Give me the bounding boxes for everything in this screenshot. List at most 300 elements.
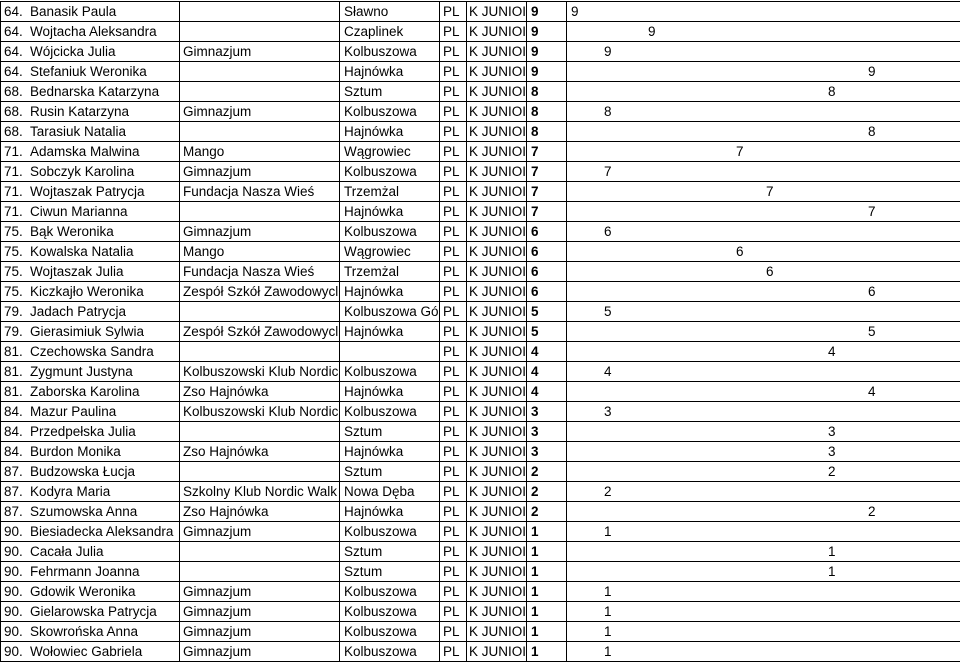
points-cell: 6 — [766, 264, 774, 279]
points-cell — [644, 202, 732, 221]
country-cell: PL — [440, 442, 467, 461]
points-cell — [567, 122, 600, 141]
points-cell — [762, 242, 824, 261]
category-cell: K JUNIOI — [469, 444, 527, 459]
category-cell: K JUNIOI — [469, 164, 527, 179]
points-cell — [762, 22, 824, 41]
country-cell: PL — [440, 562, 467, 581]
points-cell — [567, 182, 600, 201]
total-points-cell: 1 — [527, 602, 567, 621]
points-cell — [567, 202, 600, 221]
points-cell — [824, 142, 864, 161]
points-cell — [824, 102, 864, 121]
rank-cell: 71. — [4, 204, 23, 219]
name-cell: Mazur Paulina — [28, 402, 180, 421]
rank-cell: 90. — [4, 644, 23, 659]
city-cell: Kolbuszowa — [340, 602, 440, 621]
points-cell: 1 — [604, 524, 612, 539]
points-cell — [644, 562, 732, 581]
points-cell — [567, 602, 600, 621]
city-cell: Wągrowiec — [340, 242, 440, 261]
table-row — [1, 122, 960, 142]
points-cell — [644, 402, 732, 421]
points-cell — [567, 142, 600, 161]
points-cell — [567, 622, 600, 641]
total-points-cell: 5 — [527, 322, 567, 341]
rank-cell: 68. — [4, 84, 23, 99]
city-cell: Kolbuszowa — [340, 162, 440, 181]
points-cell: 8 — [604, 104, 612, 119]
points-cell — [762, 102, 824, 121]
country-cell: PL — [440, 502, 467, 521]
country-cell: PL — [440, 22, 467, 41]
total-points-cell: 3 — [527, 442, 567, 461]
points-cell — [644, 242, 732, 261]
table-row — [1, 442, 960, 462]
rank-cell: 75. — [4, 264, 23, 279]
table-row — [1, 382, 960, 402]
points-cell — [824, 62, 864, 81]
club-cell — [180, 542, 340, 561]
points-cell — [600, 382, 644, 401]
points-cell — [824, 22, 864, 41]
points-cell — [762, 42, 824, 61]
country-cell: PL — [440, 542, 467, 561]
country-cell: PL — [440, 142, 467, 161]
category-cell: K JUNIOI — [469, 384, 527, 399]
points-cell — [644, 142, 732, 161]
points-cell — [824, 162, 864, 181]
category-cell: K JUNIOI — [469, 204, 527, 219]
category-cell: K JUNIOI — [469, 224, 527, 239]
points-cell — [644, 282, 732, 301]
club-cell: Fundacja Nasza Wieś — [180, 182, 340, 201]
name-cell: Bednarska Katarzyna — [28, 82, 180, 101]
points-cell — [864, 82, 960, 101]
points-cell — [567, 582, 600, 601]
points-cell — [567, 362, 600, 381]
points-cell: 8 — [828, 84, 836, 99]
city-cell: Kolbuszowa — [340, 402, 440, 421]
name-cell: Gierasimiuk Sylwia — [28, 322, 180, 341]
city-cell: Kolbuszowa — [340, 42, 440, 61]
table-row — [1, 2, 960, 22]
points-cell — [644, 442, 732, 461]
results-table — [0, 1, 960, 662]
country-cell: PL — [440, 422, 467, 441]
points-cell — [600, 502, 644, 521]
points-cell: 1 — [604, 624, 612, 639]
city-cell: Hajnówka — [340, 62, 440, 81]
city-cell: Czaplinek — [340, 22, 440, 41]
points-cell — [762, 542, 824, 561]
points-cell — [732, 502, 762, 521]
club-cell: Gimnazjum — [180, 102, 340, 121]
points-cell — [644, 582, 732, 601]
city-cell: Trzemżal — [340, 262, 440, 281]
points-cell — [732, 302, 762, 321]
table-row — [1, 162, 960, 182]
city-cell: Hajnówka — [340, 442, 440, 461]
points-cell — [762, 362, 824, 381]
name-cell: Budzowska Łucja — [28, 462, 180, 481]
points-cell — [600, 242, 644, 261]
points-cell: 6 — [604, 224, 612, 239]
club-cell — [180, 22, 340, 41]
category-cell: K JUNIOI — [469, 484, 527, 499]
city-cell: Hajnówka — [340, 202, 440, 221]
total-points-cell: 1 — [527, 562, 567, 581]
points-cell — [762, 162, 824, 181]
points-cell — [732, 542, 762, 561]
name-cell: Sobczyk Karolina — [28, 162, 180, 181]
points-cell — [567, 502, 600, 521]
points-cell: 5 — [604, 304, 612, 319]
category-cell: K JUNIOI — [469, 464, 527, 479]
points-cell — [824, 642, 864, 661]
points-cell — [567, 482, 600, 501]
points-cell — [600, 422, 644, 441]
points-cell — [824, 322, 864, 341]
points-cell — [864, 342, 960, 361]
points-cell: 9 — [648, 24, 656, 39]
points-cell — [824, 222, 864, 241]
table-row — [1, 482, 960, 502]
rank-cell: 87. — [4, 504, 23, 519]
points-cell — [644, 102, 732, 121]
points-cell: 7 — [604, 164, 612, 179]
points-cell — [864, 302, 960, 321]
club-cell: Fundacja Nasza Wieś — [180, 262, 340, 281]
name-cell: Czechowska Sandra — [28, 342, 180, 361]
country-cell: PL — [440, 242, 467, 261]
points-cell — [762, 462, 824, 481]
rank-cell: 90. — [4, 604, 23, 619]
name-cell: Bąk Weronika — [28, 222, 180, 241]
points-cell — [864, 462, 960, 481]
rank-cell: 90. — [4, 544, 23, 559]
total-points-cell: 4 — [527, 382, 567, 401]
rank-cell: 87. — [4, 484, 23, 499]
name-cell: Kowalska Natalia — [28, 242, 180, 261]
city-cell: Kolbuszowa — [340, 522, 440, 541]
points-cell — [732, 22, 762, 41]
club-cell: Zso Hajnówka — [180, 382, 340, 401]
club-cell — [180, 342, 340, 361]
total-points-cell: 2 — [527, 482, 567, 501]
points-cell — [864, 162, 960, 181]
points-cell — [644, 642, 732, 661]
points-cell — [762, 82, 824, 101]
table-row — [1, 262, 960, 282]
total-points-cell: 1 — [527, 642, 567, 661]
total-points-cell: 2 — [527, 462, 567, 481]
table-row — [1, 562, 960, 582]
total-points-cell: 7 — [527, 162, 567, 181]
points-cell — [762, 422, 824, 441]
points-cell — [644, 482, 732, 501]
points-cell — [732, 462, 762, 481]
city-cell: Hajnówka — [340, 122, 440, 141]
points-cell — [824, 42, 864, 61]
points-cell — [600, 2, 644, 21]
city-cell: Kolbuszowa — [340, 622, 440, 641]
country-cell: PL — [440, 122, 467, 141]
points-cell: 4 — [828, 344, 836, 359]
category-cell: K JUNIOI — [469, 24, 527, 39]
points-cell — [732, 482, 762, 501]
city-cell: Nowa Dęba — [340, 482, 440, 501]
points-cell — [762, 482, 824, 501]
points-cell — [864, 2, 960, 21]
points-cell — [600, 262, 644, 281]
points-cell — [644, 122, 732, 141]
name-cell: Zaborska Karolina — [28, 382, 180, 401]
points-cell — [600, 282, 644, 301]
points-cell — [567, 522, 600, 541]
category-cell: K JUNIOI — [469, 64, 527, 79]
city-cell: Kolbuszowa Gó — [340, 302, 440, 321]
table-row — [1, 102, 960, 122]
table-row — [1, 642, 960, 662]
name-cell: Biesiadecka Aleksandra — [28, 522, 180, 541]
category-cell: K JUNIOI — [469, 4, 527, 19]
club-cell: Zso Hajnówka — [180, 502, 340, 521]
total-points-cell: 9 — [527, 62, 567, 81]
points-cell — [762, 522, 824, 541]
points-cell — [732, 182, 762, 201]
city-cell: Hajnówka — [340, 322, 440, 341]
category-cell: K JUNIOI — [469, 584, 527, 599]
points-cell — [644, 542, 732, 561]
points-cell: 5 — [868, 324, 876, 339]
rank-cell: 75. — [4, 224, 23, 239]
points-cell — [567, 62, 600, 81]
points-cell — [864, 222, 960, 241]
club-cell: Zespół Szkół Zawodowycl — [180, 322, 340, 341]
country-cell: PL — [440, 462, 467, 481]
points-cell — [762, 582, 824, 601]
rank-cell: 71. — [4, 184, 23, 199]
points-cell — [762, 202, 824, 221]
club-cell: Gimnazjum — [180, 42, 340, 61]
points-cell — [864, 442, 960, 461]
name-cell: Ciwun Marianna — [28, 202, 180, 221]
city-cell: Sztum — [340, 542, 440, 561]
table-row — [1, 362, 960, 382]
points-cell — [567, 442, 600, 461]
total-points-cell: 6 — [527, 222, 567, 241]
points-cell — [762, 222, 824, 241]
points-cell — [824, 382, 864, 401]
points-cell — [824, 202, 864, 221]
name-cell: Fehrmann Joanna — [28, 562, 180, 581]
rank-cell: 64. — [4, 24, 23, 39]
rank-cell: 90. — [4, 584, 23, 599]
country-cell: PL — [440, 382, 467, 401]
points-cell — [567, 322, 600, 341]
total-points-cell: 8 — [527, 82, 567, 101]
category-cell: K JUNIOI — [469, 44, 527, 59]
total-points-cell: 3 — [527, 422, 567, 441]
club-cell — [180, 62, 340, 81]
points-cell — [864, 562, 960, 581]
city-cell: Hajnówka — [340, 502, 440, 521]
table-row — [1, 182, 960, 202]
country-cell: PL — [440, 582, 467, 601]
country-cell: PL — [440, 42, 467, 61]
points-cell: 2 — [828, 464, 836, 479]
table-row — [1, 542, 960, 562]
points-cell — [864, 242, 960, 261]
category-cell: K JUNIOI — [469, 304, 527, 319]
points-cell: 3 — [828, 444, 836, 459]
points-cell — [644, 382, 732, 401]
points-cell — [732, 82, 762, 101]
points-cell — [864, 22, 960, 41]
points-cell — [600, 142, 644, 161]
country-cell: PL — [440, 262, 467, 281]
points-cell — [732, 342, 762, 361]
club-cell: Kolbuszowski Klub Nordic — [180, 362, 340, 381]
points-cell — [600, 322, 644, 341]
table-row — [1, 42, 960, 62]
points-cell — [762, 502, 824, 521]
points-cell: 6 — [868, 284, 876, 299]
points-cell — [762, 62, 824, 81]
total-points-cell: 1 — [527, 582, 567, 601]
category-cell: K JUNIOI — [469, 604, 527, 619]
rank-cell: 84. — [4, 444, 23, 459]
club-cell — [180, 302, 340, 321]
name-cell: Szumowska Anna — [28, 502, 180, 521]
name-cell: Banasik Paula — [28, 2, 180, 21]
country-cell: PL — [440, 62, 467, 81]
points-cell — [762, 322, 824, 341]
points-cell: 1 — [604, 584, 612, 599]
points-cell — [824, 182, 864, 201]
city-cell: Kolbuszowa — [340, 222, 440, 241]
rank-cell: 64. — [4, 4, 23, 19]
country-cell: PL — [440, 342, 467, 361]
points-cell — [732, 622, 762, 641]
category-cell: K JUNIOI — [469, 644, 527, 659]
points-cell — [567, 242, 600, 261]
city-cell: Kolbuszowa — [340, 642, 440, 661]
table-row — [1, 142, 960, 162]
points-cell — [762, 122, 824, 141]
points-cell — [567, 82, 600, 101]
points-cell — [732, 602, 762, 621]
table-row — [1, 82, 960, 102]
points-cell — [644, 522, 732, 541]
points-cell: 2 — [868, 504, 876, 519]
country-cell: PL — [440, 302, 467, 321]
name-cell: Przedpełska Julia — [28, 422, 180, 441]
country-cell: PL — [440, 362, 467, 381]
country-cell: PL — [440, 82, 467, 101]
points-cell: 4 — [604, 364, 612, 379]
points-cell — [644, 462, 732, 481]
country-cell: PL — [440, 602, 467, 621]
points-cell: 7 — [868, 204, 876, 219]
club-cell: Zso Hajnówka — [180, 442, 340, 461]
country-cell: PL — [440, 642, 467, 661]
points-cell — [600, 202, 644, 221]
country-cell: PL — [440, 482, 467, 501]
city-cell: Kolbuszowa — [340, 362, 440, 381]
table-row — [1, 222, 960, 242]
table-row — [1, 322, 960, 342]
country-cell: PL — [440, 622, 467, 641]
points-cell — [762, 142, 824, 161]
points-cell — [864, 362, 960, 381]
points-cell — [600, 22, 644, 41]
country-cell: PL — [440, 102, 467, 121]
points-cell — [600, 122, 644, 141]
points-cell — [732, 382, 762, 401]
city-cell: Wągrowiec — [340, 142, 440, 161]
points-cell — [644, 362, 732, 381]
points-cell — [732, 522, 762, 541]
points-cell: 3 — [828, 424, 836, 439]
rank-cell: 87. — [4, 464, 23, 479]
points-cell — [567, 342, 600, 361]
city-cell: Kolbuszowa — [340, 102, 440, 121]
points-cell — [567, 282, 600, 301]
table-row — [1, 282, 960, 302]
points-cell — [600, 462, 644, 481]
club-cell: Gimnazjum — [180, 642, 340, 661]
table-row — [1, 342, 960, 362]
points-cell — [762, 342, 824, 361]
points-cell — [732, 582, 762, 601]
points-cell — [732, 422, 762, 441]
points-cell — [824, 122, 864, 141]
name-cell: Rusin Katarzyna — [28, 102, 180, 121]
total-points-cell: 9 — [527, 22, 567, 41]
points-cell: 1 — [604, 604, 612, 619]
points-cell — [644, 602, 732, 621]
total-points-cell: 4 — [527, 342, 567, 361]
points-cell — [600, 62, 644, 81]
table-row — [1, 522, 960, 542]
total-points-cell: 6 — [527, 282, 567, 301]
rank-cell: 90. — [4, 564, 23, 579]
country-cell: PL — [440, 2, 467, 21]
points-cell — [762, 622, 824, 641]
name-cell: Adamska Malwina — [28, 142, 180, 161]
points-cell — [644, 82, 732, 101]
country-cell: PL — [440, 202, 467, 221]
table-row — [1, 402, 960, 422]
name-cell: Wójcicka Julia — [28, 42, 180, 61]
table-row — [1, 622, 960, 642]
table-row — [1, 582, 960, 602]
name-cell: Cacała Julia — [28, 542, 180, 561]
points-cell — [824, 622, 864, 641]
total-points-cell: 1 — [527, 542, 567, 561]
category-cell: K JUNIOI — [469, 564, 527, 579]
name-cell: Zygmunt Justyna — [28, 362, 180, 381]
points-cell — [864, 402, 960, 421]
city-cell: Sławno — [340, 2, 440, 21]
points-cell — [567, 562, 600, 581]
points-cell — [567, 422, 600, 441]
points-cell — [732, 162, 762, 181]
category-cell: K JUNIOI — [469, 184, 527, 199]
points-cell — [567, 42, 600, 61]
